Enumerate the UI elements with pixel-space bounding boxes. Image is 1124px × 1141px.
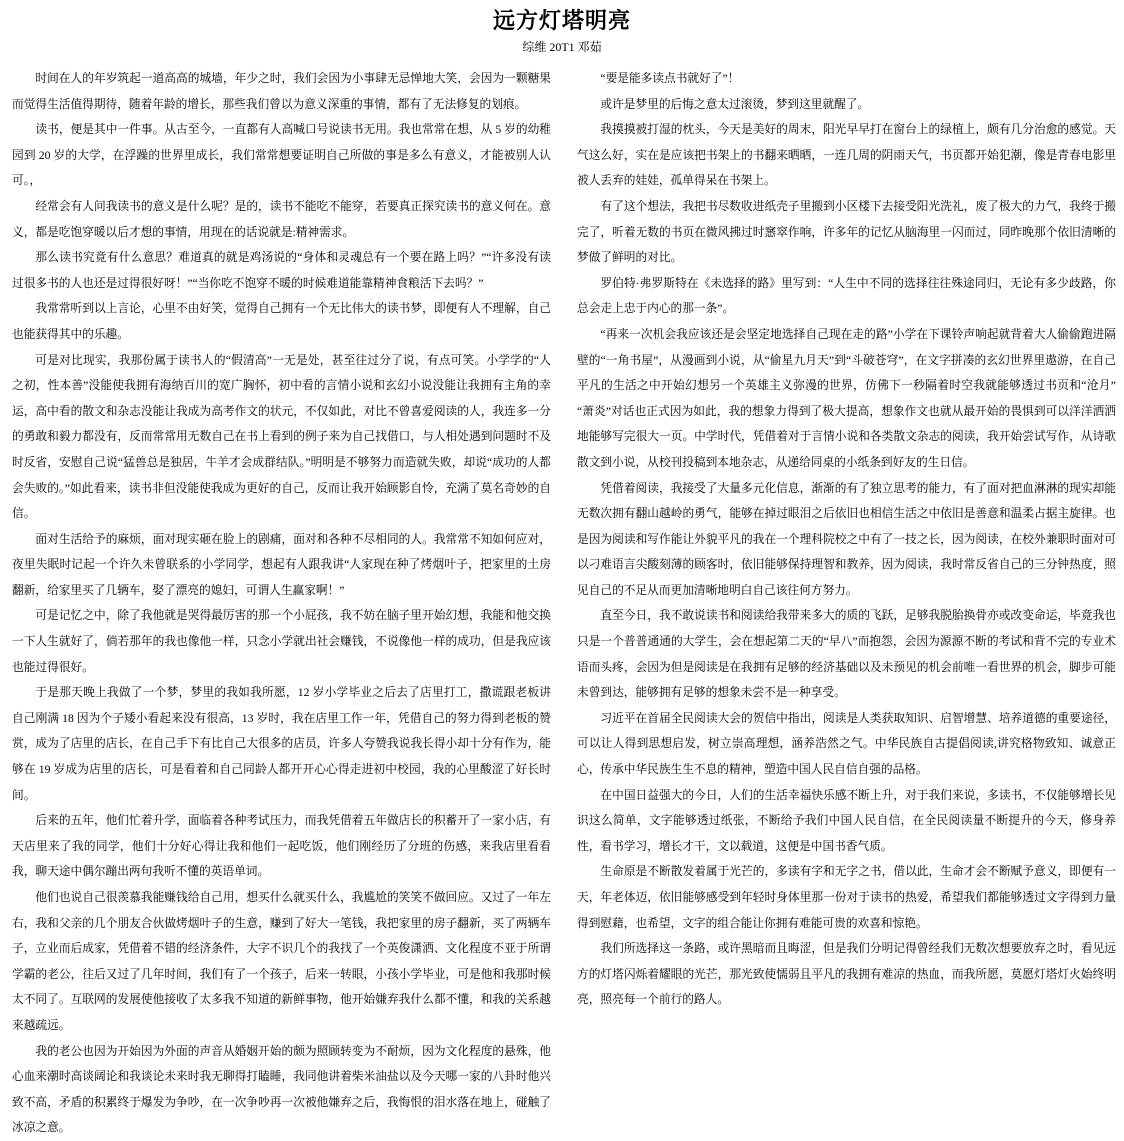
paragraph: 那么读书究竟有什么意思？难道真的就是鸡汤说的“身体和灵魂总有一个要在路上吗？”“许多没有读过很多书的人也还是过得很好呀！”“当你吃不饱穿不暖的时候难道能靠精神食粮活下去吗？”	[12, 251, 551, 290]
document-byline: 综维 20T1 邓茹	[522, 40, 602, 54]
paragraph: 在中国日益强大的今日，人们的生活幸福快乐感不断上升，对于我们来说，多读书，不仅能够增长见识这么简单，文字能够透过纸张，不断给予我们中国人民自信，在全民阅读量不断提升的今天，修身养性，看书学习，增长才干，文以载道，这便是中国书香气质。	[577, 788, 1116, 853]
paragraph: 凭借着阅读，我接受了大量多元化信息，渐渐的有了独立思考的能力，有了面对把血淋淋的现实却能无数次拥有翻山越岭的勇气，能够在掉过眼泪之后依旧也相信生活之中依旧是善意和温柔占据主旋律。也是因为阅读和写作能让外貌平凡的我在一个理科院校之中有了一技之长，因为阅读，在校外兼职时面对可以刁难语言尖酸刻薄的顾客时，依旧能够保持理智和教养，因为阅读，我时常反省自己的三分钟热度，照见自己的不足从而更加清晰地明白自己该往何方努力。	[577, 481, 1116, 597]
paragraph: “再来一次机会我应该还是会坚定地选择自己现在走的路”小学在下课铃声响起就背着大人偷偷跑进隔壁的“一角书屋”，从漫画到小说，从“偷星九月天”到“斗破苍穹”，在文字拼凑的玄幻世界里遨游，在自己平凡的生活之中开始幻想另一个英雄主义弥漫的世界，仿佛下一秒隔着时空我就能够透过书页和“沧月”“萧炎”对话也正式因为如此，我的想象力得到了极大提高，想象作文也就从最开始的畏惧到可以洋洋洒洒地能够写完很大一页。中学时代，凭借着对于言情小说和各类散文杂志的阅读，我开始尝试写作，从诗歌散文到小说，从校刊投稿到本地杂志，从递给同桌的小纸条到好友的生日信。	[577, 327, 1116, 469]
paragraph: 读书，便是其中一件事。从古至今，一直都有人高喊口号说读书无用。我也常常在想，从 5 岁的幼稚园到 20 岁的大学，在浮躁的世界里成长，我们常常想要证明自己所做的事是多么有意义，才能被别人认可。，	[12, 123, 551, 188]
paragraph: 可是对比现实，我那份属于读书人的“假清高”一无是处，甚至往过分了说，有点可笑。小学学的“人之初，性本善”没能使我拥有海纳百川的宽广胸怀，初中看的言情小说和玄幻小说没能让我拥有主角的幸运，高中看的散文和杂志没能让我成为高考作文的状元，不仅如此，对比不曾喜爱阅读的人，我连多一分的勇敢和毅力都没有，反而常常用无数自己在书上看到的例子来为自己找借口，与人相处遇到问题时不及时反省，安慰自己说“猛兽总是独居，牛羊才会成群结队。”明明是不够努力而造就失败，却说“成功的人都会失败的。”如此看来，读书非但没能使我成为更好的自己，反而让我开始顾影自怜，充满了莫名奇妙的自信。	[12, 353, 551, 521]
left-column	[12, 66, 551, 1141]
paragraph: 他们也说自己很羡慕我能赚钱给自己用，想买什么就买什么，我尴尬的笑笑不做回应。又过了一年左右，我和父亲的几个朋友合伙做烤烟叶子的生意，赚到了好大一笔钱，我把家里的房子翻新，买了两辆车子，立业而后成家，凭借着不错的经济条件，大字不识几个的我找了一个英俊潇洒、文化程度不亚于所谓学霸的老公，往后又过了几年时间，我们有了一个孩子，后来一转眼，小孩小学毕业，可是他和我那时候太不同了。互联网的发展使他接收了太多我不知道的新鲜事物，他开始嫌弃我什么都不懂，和我的关系越来越疏远。	[12, 891, 551, 1032]
paragraph: 可是记忆之中，除了我他就是哭得最厉害的那一个小屁孩，我不妨在脑子里开始幻想，我能和他交换一下人生就好了，倘若那年的我也像他一样，只念小学就出社会赚钱，不说像他一样的成功，但是我应该也能过得很好。	[12, 609, 551, 674]
paragraph: “要是能多读点书就好了”！	[600, 72, 740, 85]
paragraph: 于是那天晚上我做了一个梦，梦里的我如我所愿，12 岁小学毕业之后去了店里打工，撒谎跟老板讲自己刚满 18 因为个子矮小看起来没有很高，13 岁时，我在店里工作一年，凭借自己的努力得到老板的赞赏，成为了店里的店长，在自己手下有比自己大很多的店员，许多人夸赞我说我长得小却十分有作为，能够在 19 岁成为店里的店长，可是看着和自己同龄人都开开心心得走进初中校园，我的心里酸涩了好长时间。	[12, 686, 551, 802]
paragraph: 或许是梦里的后悔之意太过滚烫，梦到这里就醒了。	[600, 97, 870, 111]
paragraph: 我摸摸被打湿的枕头，今天是美好的周末，阳光早早打在窗台上的绿植上，颇有几分治愈的感觉。天气这么好，实在是应该把书架上的书翻来晒晒，一连几周的阴雨天气，书页都开始犯潮，像是青春电影里被人丢弃的娃娃，孤单得呆在书架上。	[577, 123, 1116, 188]
paragraph: 有了这个想法，我把书尽数收进纸壳子里搬到小区楼下去接受阳光洗礼，废了极大的力气，我终于搬完了，听着无数的书页在微风拂过时窸窣作响，许多年的记忆从脑海里一闪而过，同昨晚那个依旧清晰的梦做了鲜明的对比。	[577, 199, 1116, 265]
paragraph: 我常常听到以上言论，心里不由好笑，觉得自己拥有一个无比伟大的读书梦，即便有人不理解，自己也能获得其中的乐趣。	[12, 302, 551, 341]
paragraph: 我的老公也因为开始因为外面的声音从婚姻开始的颇为照顾转变为不耐烦，因为文化程度的悬殊，他心血来潮时高谈阔论和我谈论未来时我无聊得打瞌睡，我同他讲着柴米油盐以及今天哪一家的八卦时他兴致不高，矛盾的积累终于爆发为争吵，在一次争吵再一次被他嫌弃之后，我悔恨的泪水落在地上，碰触了冰凉之意。	[12, 1044, 551, 1135]
paragraph: 生命原是不断散发着属于光芒的，多读有字和无字之书，借以此，生命才会不断赋予意义，即便有一天，年老体迈，依旧能够感受到年轻时身体里那一份对于读书的热爱，希望我们都能够透过文字得到力量得到慰藉，也希望，文字的组合能让你拥有难能可贵的欢喜和惊艳。	[577, 865, 1116, 930]
paragraph: 经常会有人问我读书的意义是什么呢？是的，读书不能吃不能穿，若要真正探究读书的意义何在。意义，都是吃饱穿暖以后才想的事情，用现在的话说就是:精神需求。	[12, 199, 551, 239]
right-column	[577, 66, 1116, 1141]
paragraph: 我们所选择这一条路，或许黑暗而且晦涩，但是我们分明记得曾经我们无数次想要放弃之时，看见远方的灯塔闪烁着耀眼的光芒，那光致使懦弱且平凡的我拥有难凉的热血，而我所愿，莫愿灯塔灯火始终明亮，照亮每一个前行的路人。	[577, 942, 1116, 1007]
paragraph: 罗伯特·弗罗斯特在《未选择的路》里写到：“人生中不同的选择往往殊途同归，无论有多少歧路，你总会走上忠于内心的那一条”。	[577, 276, 1116, 316]
paragraph: 时间在人的年岁筑起一道高高的城墙，年少之时，我们会因为小事肆无忌惮地大笑，会因为一颗糖果而觉得生活值得期待，随着年龄的增长，那些我们曾以为意义深重的事情，都有了无法修复的划痕。	[12, 72, 551, 111]
document-body	[0, 66, 1124, 1141]
paragraph: 面对生活给予的麻烦，面对现实砸在脸上的剧痛，面对和各种不尽相同的人。我常常不知如何应对，夜里失眠时记起一个许久未曾联系的小学同学，想起有人跟我讲“人家现在种了烤烟叶子，把家里的土房翻新，给家里买了几辆车，娶了漂亮的媳妇，可谓人生赢家啊！”	[12, 532, 551, 597]
paragraph: 直至今日，我不敢说读书和阅读给我带来多大的质的飞跃，足够我脱胎换骨亦或改变命运，毕竟我也只是一个普普通通的大学生，会在想起第二天的“早八”而抱怨，会因为源源不断的考试和背不完的专业术语而头疼，会因为但是阅读是在我拥有足够的经济基础以及未预见的机会前唯一看世界的机会，脚步可能未曾到达，能够拥有足够的想象未尝不是一种享受。	[577, 609, 1116, 700]
document-title: 远方灯塔明亮	[492, 8, 631, 33]
paragraph: 后来的五年，他们忙着升学，面临着各种考试压力，而我凭借着五年做店长的积蓄开了一家小店，有天店里来了我的同学，他们十分好心得让我和他们一起吃饭，他们刚经历了分班的伤感，来我店里看看我，聊天途中偶尔蹦出两句我听不懂的英语单词。	[12, 814, 551, 879]
paragraph: 习近平在首届全民阅读大会的贺信中指出，阅读是人类获取知识、启智增慧、培养道德的重要途径，可以让人得到思想启发，树立崇高理想，涵养浩然之气。中华民族自古提倡阅读,讲究格物致知、诚意正心，传承中华民族生生不息的精神，塑造中国人民自信自强的品格。	[577, 711, 1116, 777]
